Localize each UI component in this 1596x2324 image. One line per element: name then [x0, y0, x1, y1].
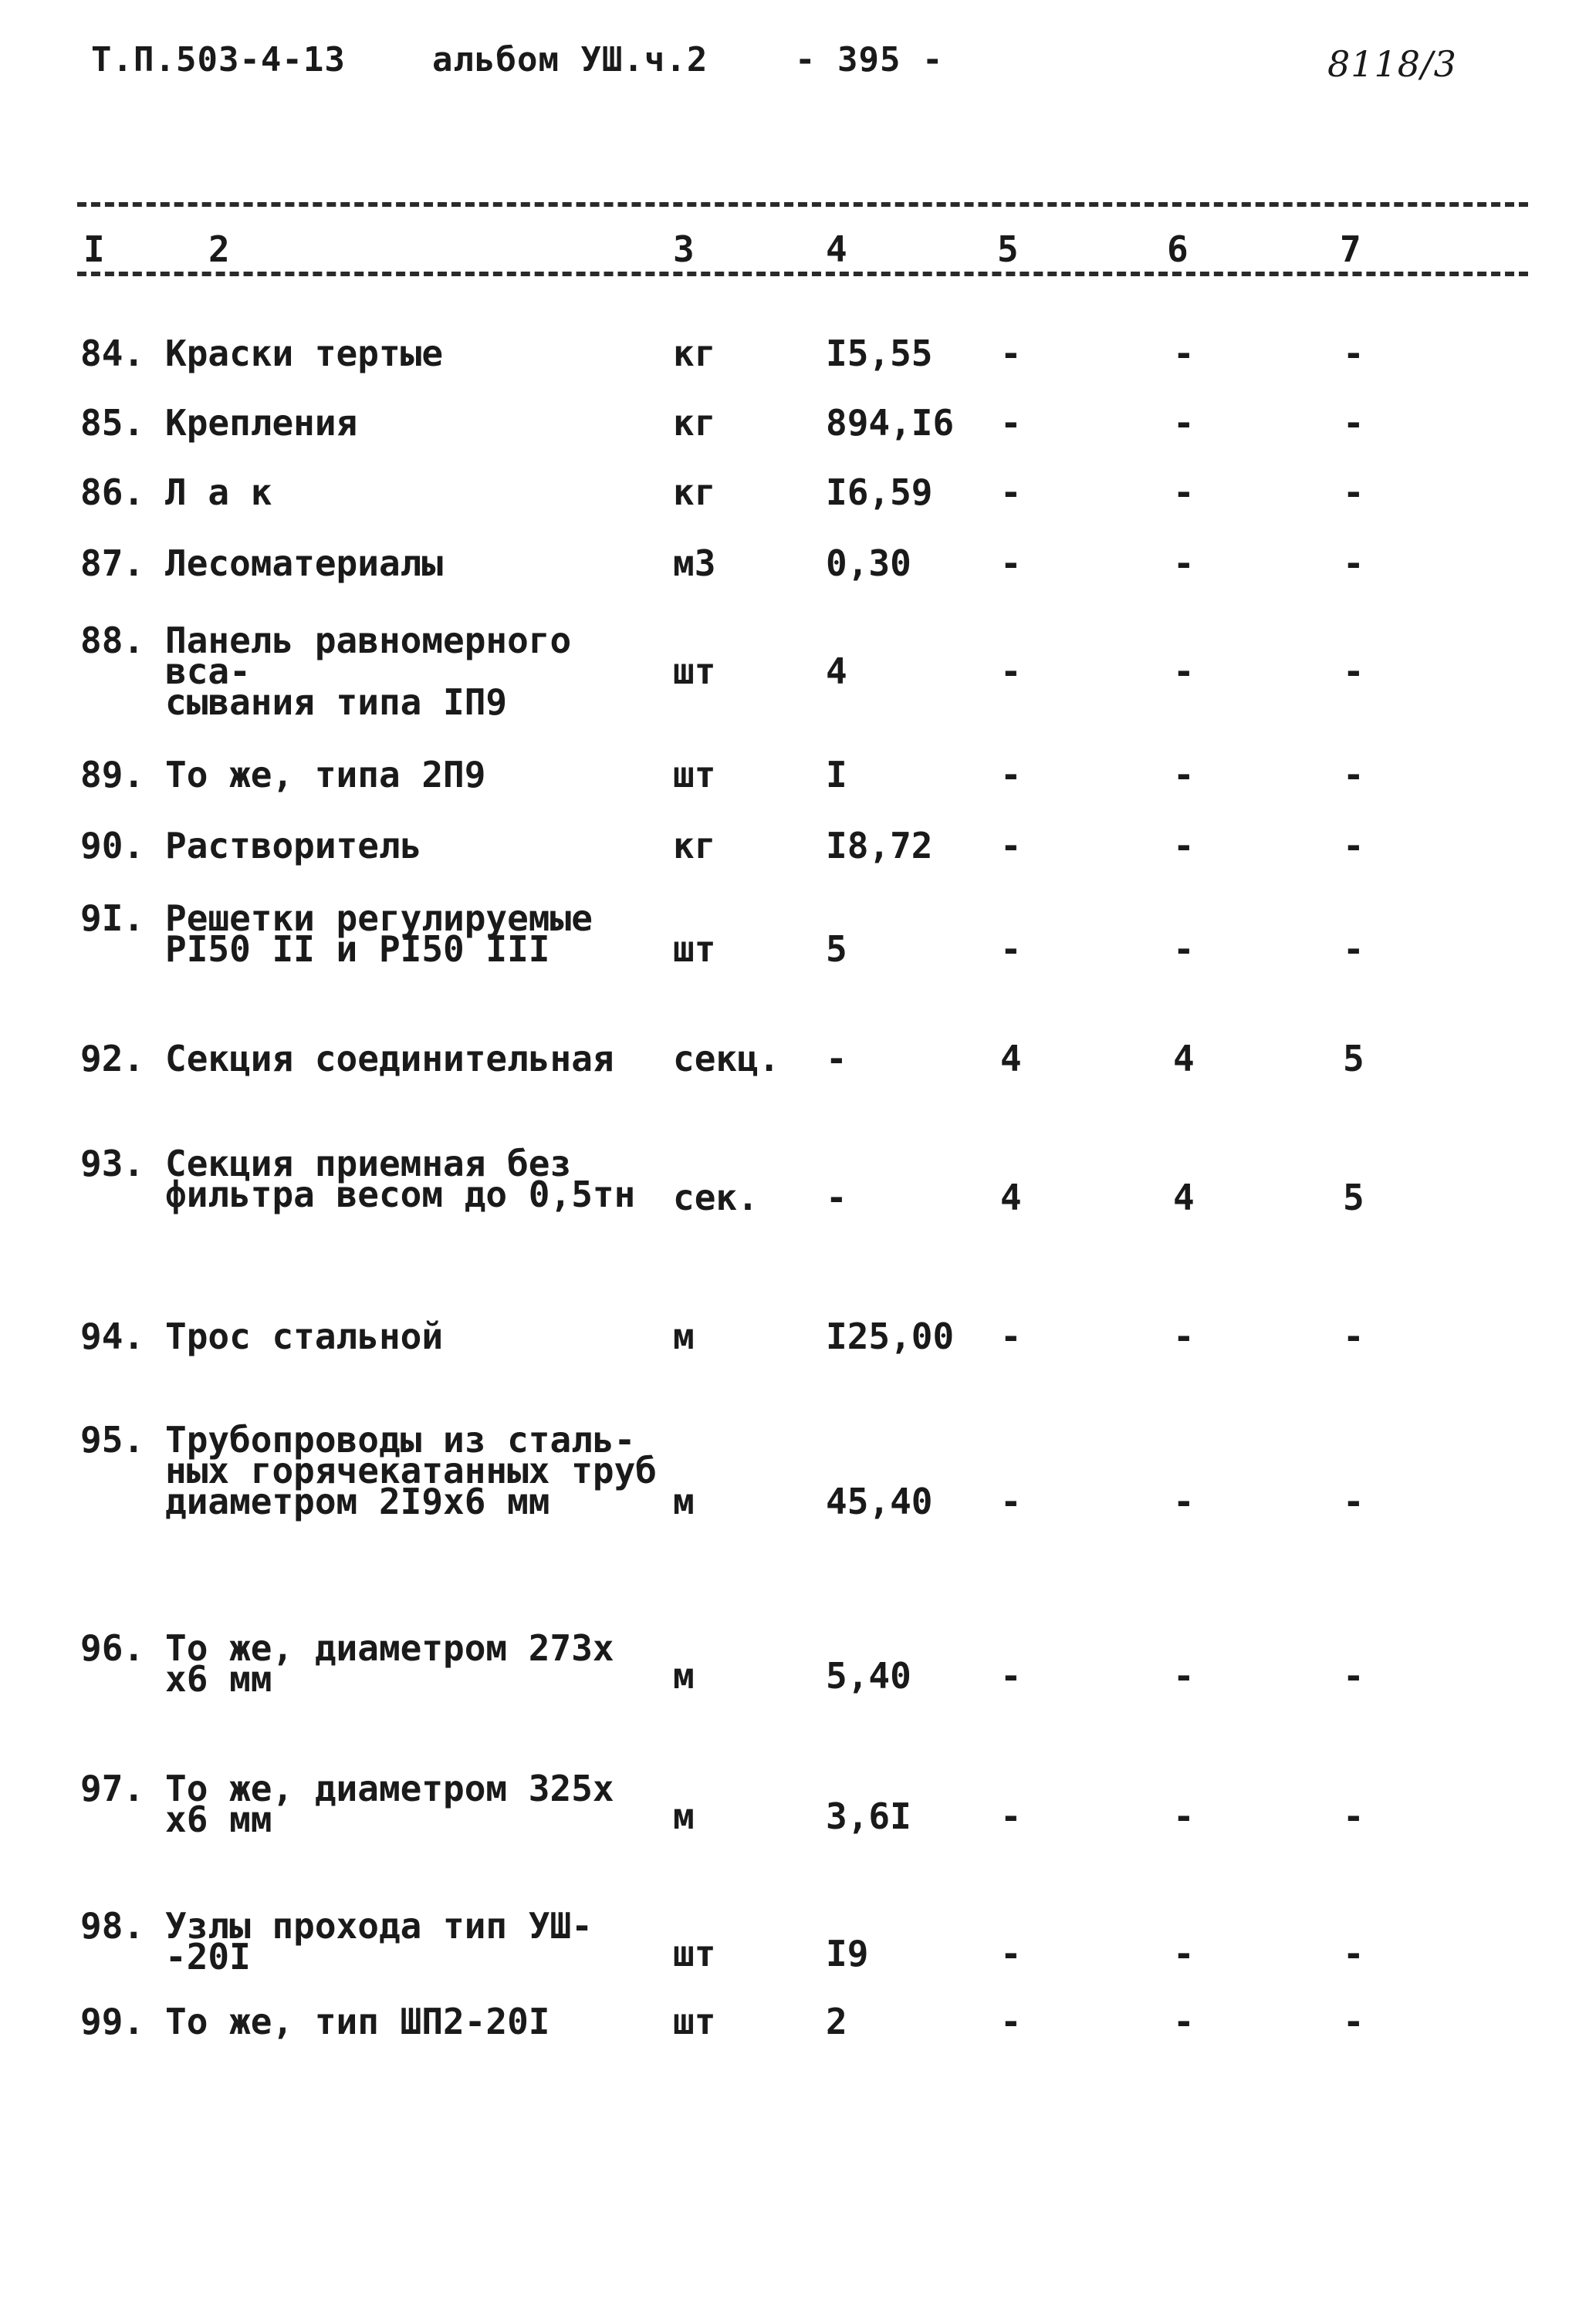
value-col6: 4 — [1173, 1177, 1195, 1218]
item-unit: м — [673, 1795, 695, 1837]
row-number: 9I. — [80, 897, 145, 939]
value-col4: - — [826, 1038, 847, 1079]
row-number: 95. — [80, 1419, 145, 1461]
value-col6: - — [1173, 1795, 1195, 1837]
value-col6: - — [1173, 1316, 1195, 1357]
item-name: Лесоматериалы — [165, 542, 444, 584]
value-col7: - — [1343, 402, 1364, 444]
value-col7: - — [1343, 650, 1364, 692]
value-col6: - — [1173, 754, 1195, 795]
value-col4: 894,I6 — [826, 402, 955, 444]
value-col5: - — [1000, 1795, 1022, 1837]
value-col7: - — [1343, 1655, 1364, 1697]
table-top-rule — [77, 202, 1528, 207]
item-name: Узлы прохода тип УШ- -20I — [165, 1905, 593, 1978]
item-name: Растворитель — [165, 825, 422, 866]
value-col4: I8,72 — [826, 825, 933, 866]
value-col5: - — [1000, 650, 1022, 692]
value-col6: - — [1173, 402, 1195, 444]
value-col5: - — [1000, 333, 1022, 374]
value-col4: - — [826, 1177, 847, 1218]
value-col7: - — [1343, 1481, 1364, 1522]
column-header-3: 3 — [673, 228, 695, 270]
column-header-7: 7 — [1340, 228, 1361, 270]
value-col5: 4 — [1000, 1177, 1022, 1218]
value-col5: - — [1000, 1316, 1022, 1357]
row-number: 87. — [80, 542, 145, 584]
value-col7: - — [1343, 825, 1364, 866]
value-col5: - — [1000, 754, 1022, 795]
value-col7: - — [1343, 1316, 1364, 1357]
value-col5: - — [1000, 2001, 1022, 2042]
value-col4: I6,59 — [826, 471, 933, 513]
row-number: 89. — [80, 754, 145, 795]
column-header-4: 4 — [826, 228, 847, 270]
column-header-5: 5 — [997, 228, 1019, 270]
row-number: 96. — [80, 1627, 145, 1669]
value-col6: 4 — [1173, 1038, 1195, 1079]
value-col7: - — [1343, 928, 1364, 970]
value-col7: 5 — [1343, 1177, 1364, 1218]
value-col6: - — [1173, 542, 1195, 584]
value-col4: 5,40 — [826, 1655, 911, 1697]
item-unit: кг — [673, 471, 716, 513]
value-col7: - — [1343, 333, 1364, 374]
value-col6: - — [1173, 2001, 1195, 2042]
item-name: Секция соединительная — [165, 1038, 614, 1079]
value-col4: 4 — [826, 650, 847, 692]
item-unit: шт — [673, 650, 716, 692]
row-number: 85. — [80, 402, 145, 444]
value-col6: - — [1173, 333, 1195, 374]
value-col5: - — [1000, 928, 1022, 970]
row-number: 99. — [80, 2001, 145, 2042]
column-header-6: 6 — [1167, 228, 1189, 270]
row-number: 84. — [80, 333, 145, 374]
row-number: 93. — [80, 1143, 145, 1184]
value-col6: - — [1173, 471, 1195, 513]
item-name: То же, типа 2П9 — [165, 754, 486, 795]
table-header-rule — [77, 272, 1528, 276]
row-number: 98. — [80, 1905, 145, 1947]
column-header-2: 2 — [208, 228, 230, 270]
value-col7: - — [1343, 542, 1364, 584]
item-name: Л а к — [165, 471, 272, 513]
value-col7: - — [1343, 471, 1364, 513]
column-header-1: I — [83, 228, 105, 270]
item-name: Трубопроводы из сталь- ных горячекатанных труб диаметром 2I9х6 мм — [165, 1419, 657, 1522]
value-col6: - — [1173, 1933, 1195, 1974]
value-col7: - — [1343, 1795, 1364, 1837]
item-name: Решетки регулируемые PI50 II и PI50 III — [165, 897, 593, 970]
value-col5: - — [1000, 825, 1022, 866]
value-col6: - — [1173, 650, 1195, 692]
inventory-number: 8118/3 — [1327, 43, 1457, 85]
value-col6: - — [1173, 825, 1195, 866]
row-number: 90. — [80, 825, 145, 866]
item-unit: кг — [673, 402, 716, 444]
item-unit: шт — [673, 754, 716, 795]
value-col7: 5 — [1343, 1038, 1364, 1079]
item-name: То же, диаметром 273х х6 мм — [165, 1627, 614, 1700]
item-unit: м3 — [673, 542, 716, 584]
value-col6: - — [1173, 1481, 1195, 1522]
value-col5: 4 — [1000, 1038, 1022, 1079]
value-col4: I25,00 — [826, 1316, 955, 1357]
value-col7: - — [1343, 2001, 1364, 2042]
item-name: Секция приемная без фильтра весом до 0,5тн — [165, 1143, 636, 1215]
value-col4: 0,30 — [826, 542, 911, 584]
page-number: - 395 - — [795, 40, 944, 79]
item-unit: шт — [673, 2001, 716, 2042]
album-label: альбом УШ.ч.2 — [432, 40, 708, 79]
document-code: Т.П.503-4-13 — [91, 40, 346, 79]
row-number: 88. — [80, 620, 145, 661]
value-col4: 3,6I — [826, 1795, 911, 1837]
item-name: Панель равномерного вса- сывания типа IП9 — [165, 620, 572, 723]
item-name: Краски тертые — [165, 333, 444, 374]
item-unit: кг — [673, 333, 716, 374]
item-name: То же, тип ШП2-20I — [165, 2001, 550, 2042]
value-col5: - — [1000, 1655, 1022, 1697]
row-number: 92. — [80, 1038, 145, 1079]
value-col5: - — [1000, 542, 1022, 584]
row-number: 94. — [80, 1316, 145, 1357]
value-col5: - — [1000, 1481, 1022, 1522]
item-unit: м — [673, 1481, 695, 1522]
value-col4: 5 — [826, 928, 847, 970]
value-col5: - — [1000, 471, 1022, 513]
item-name: То же, диаметром 325х х6 мм — [165, 1768, 614, 1840]
value-col7: - — [1343, 754, 1364, 795]
value-col4: I — [826, 754, 847, 795]
value-col4: 2 — [826, 2001, 847, 2042]
item-unit: сек. — [673, 1177, 759, 1218]
item-unit: шт — [673, 1933, 716, 1974]
value-col4: 45,40 — [826, 1481, 933, 1522]
item-name: Крепления — [165, 402, 358, 444]
item-unit: кг — [673, 825, 716, 866]
item-unit: секц. — [673, 1038, 780, 1079]
item-name: Трос стальной — [165, 1316, 444, 1357]
value-col4: I9 — [826, 1933, 869, 1974]
value-col7: - — [1343, 1933, 1364, 1974]
item-unit: м — [673, 1316, 695, 1357]
item-unit: шт — [673, 928, 716, 970]
value-col5: - — [1000, 402, 1022, 444]
row-number: 86. — [80, 471, 145, 513]
item-unit: м — [673, 1655, 695, 1697]
value-col5: - — [1000, 1933, 1022, 1974]
value-col6: - — [1173, 1655, 1195, 1697]
value-col6: - — [1173, 928, 1195, 970]
row-number: 97. — [80, 1768, 145, 1809]
value-col4: I5,55 — [826, 333, 933, 374]
